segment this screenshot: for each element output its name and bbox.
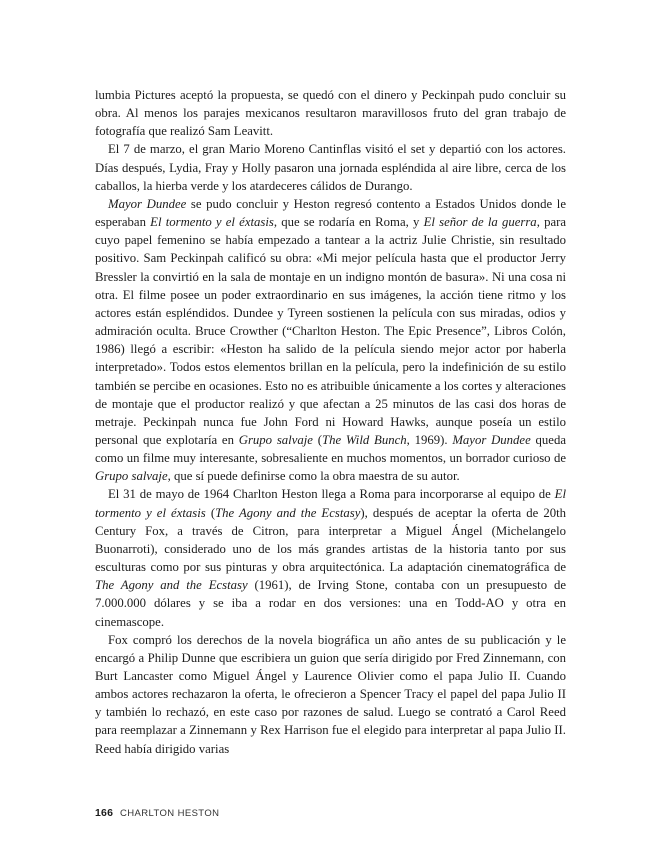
- italic-title: The Agony and the Ecstasy: [215, 505, 361, 520]
- text-run: Fox compró los derechos de la novela biográfica un año antes de su publicación y le encargó a Philip Dunne que escribiera un guion que sería dirigido por Fred Zinnemann, con Burt Lancaster como Miguel Ángel y Laurence Olivier como el papa Julio II. Cuando ambos actores rechazaron la oferta, le ofrecieron a Spencer Tracy el papel del papa Julio II y también lo rechazó, en este caso por razones de salud. Luego se contrató a Carol Reed para reemplazar a Zinnemann y Rex Harrison fue el elegido para interpretar al papa Julio II. Reed había dirigido varias: [95, 632, 566, 756]
- text-run: lumbia Pictures aceptó la propuesta, se quedó con el dinero y Peckinpah pudo concluir su obra. Al menos los parajes mexicanos resultaron maravillosos fruto del gran trabajo de fotografía que realizó Sam Leavitt.: [95, 88, 566, 139]
- page-footer: [95, 807, 219, 819]
- text-run: , que sí puede definirse como la obra maestra de su autor.: [167, 469, 460, 484]
- italic-title: El tormento y el éxtasis: [95, 487, 566, 520]
- text-run: , 1969).: [406, 432, 453, 447]
- italic-title: El tormento y el éxtasis: [150, 215, 274, 230]
- italic-title: El señor de la guerra: [423, 215, 537, 230]
- paragraph: [95, 485, 566, 630]
- text-run: , que se rodaría en Roma, y: [273, 215, 424, 230]
- page-number: 166: [95, 807, 114, 819]
- text-run: , para cuyo papel femenino se había empezado a tantear a la actriz Julie Christie, sin resultado positivo. Sam Peckinpah calificó su obra: «Mi mejor película hasta que el productor Jerry Bressler la convirtió en la sala de montaje en un indigno montón de basura». Ni una cosa ni otra. El filme posee un poder extraordinario en sus imágenes, la acción tiene ritmo y los actores están espléndidos. Dundee y Tyreen sostienen la película con sus miradas, odios y admiración oculta. Bruce Crowther (“Charlton Heston. The Epic Presence”, Libros Colón, 1986) llegó a escribir: «Heston ha salido de la película siendo mejor actor por haberla interpretado». Todos estos elementos brillan en la película, pero la indefinición de su estilo también se percibe en ocasiones. Esto no es atribuible únicamente a los cortes y alteraciones de montaje que el productor realizó y que afectan a 25 minutos de las casi dos horas de metraje. Peckinpah nunca fue John Ford ni Howard Hawks, aunque poseía un estilo personal que explotaría en: [95, 215, 567, 447]
- paragraph: [95, 86, 566, 140]
- text-run: queda como un filme muy interesante, sobresaliente en muchos momentos, un borrador curioso de: [95, 432, 566, 466]
- italic-title: Mayor Dundee: [108, 196, 187, 211]
- italic-title: Grupo salvaje: [95, 469, 168, 484]
- running-title: CHARLTON HESTON: [119, 808, 220, 819]
- text-run: ), después de aceptar la oferta de 20th Century Fox, a través de Citron, para interpretar a Miguel Ángel (Michelangelo Buonarroti), considerado uno de los más grandes artistas de la historia tanto por sus esculturas como por sus pinturas y obra arquitectónica. La adaptación cinematográfica de: [95, 505, 567, 575]
- paragraph: [95, 140, 566, 194]
- paragraph: [95, 195, 566, 486]
- italic-title: Mayor Dundee: [452, 432, 531, 447]
- italic-title: The Wild Bunch: [321, 432, 407, 447]
- text-run: se pudo concluir y Heston regresó contento a Estados Unidos donde le esperaban: [95, 196, 566, 230]
- book-page-text: [95, 86, 566, 758]
- text-run: El 7 de marzo, el gran Mario Moreno Cantinflas visitó el set y departió con los actores. Días después, Lydia, Fray y Holly pasaron una jornada espléndida al aire libre, cerca de los caballos, la hierba verde y los atardeceres cálidos de Durango.: [95, 142, 566, 193]
- text-run: (: [312, 432, 322, 447]
- paragraph: [95, 631, 566, 758]
- italic-title: The Agony and the Ecstasy: [95, 578, 248, 593]
- text-run: (1961), de Irving Stone, contaba con un presupuesto de 7.000.000 dólares y se iba a rodar en dos versiones: una en Todd-AO y otra en cinemascope.: [95, 578, 566, 629]
- text-run: El 31 de mayo de 1964 Charlton Heston llega a Roma para incorporarse al equipo de: [108, 487, 555, 502]
- italic-title: Grupo salvaje: [238, 432, 313, 447]
- text-run: (: [205, 505, 216, 520]
